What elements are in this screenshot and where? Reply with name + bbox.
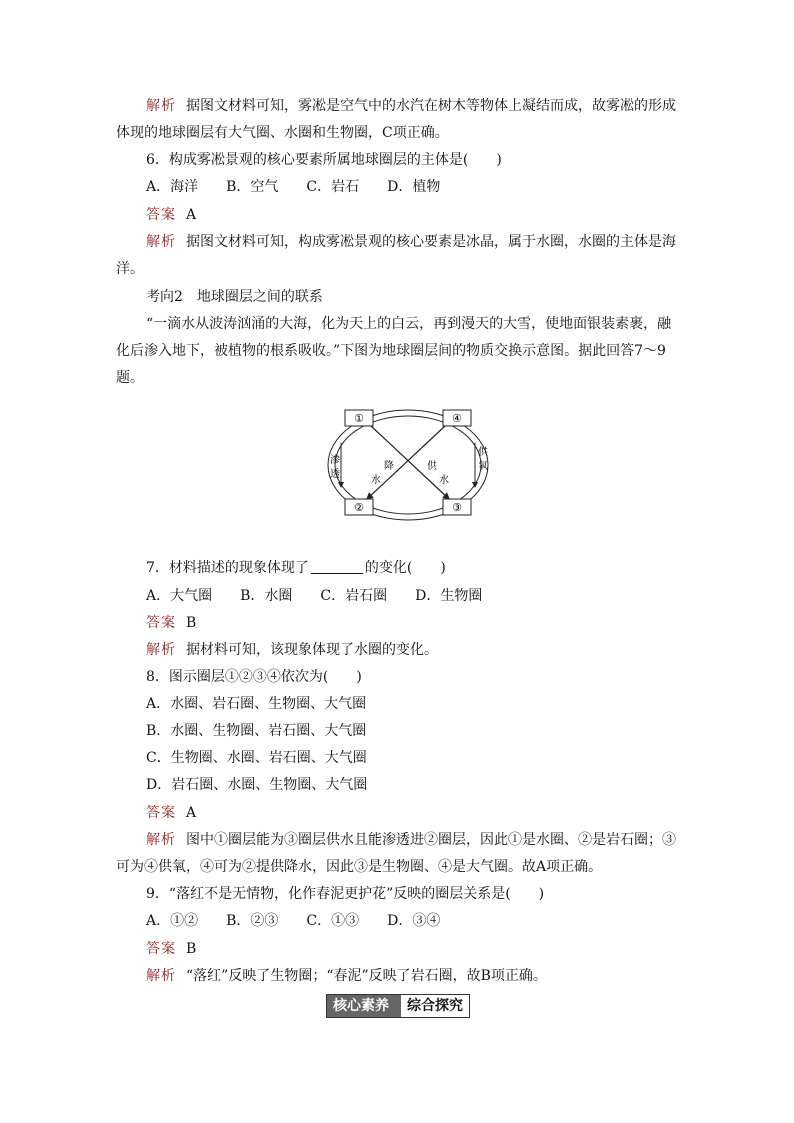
answer-tag: 答案 — [146, 207, 176, 223]
explanation-tag: 解析 — [146, 832, 176, 848]
explanation-text: 体现的地球圈层有大气圈、水圈和生物圈，C项正确。 — [116, 125, 449, 141]
option-text: C．生物圈、水圈、岩石圈、大气圈 — [146, 750, 367, 766]
explanation-tag: 解析 — [146, 968, 176, 984]
option-text: A．水圈、岩石圈、生物圈、大气圈 — [146, 696, 367, 712]
passage-text: 化后渗入地下，被植物的根系吸收。”下图为地球圈层间的物质交换示意图。据此回答7～9 — [116, 343, 666, 359]
answer-value: A — [186, 207, 197, 223]
question-text: 6．构成雾凇景观的核心要素所属地球圈层的主体是( ) — [146, 152, 502, 168]
explanation-text: “落红”反映了生物圈；“春泥”反映了岩石圈，故B项正确。 — [186, 968, 547, 984]
answer-tag: 答案 — [146, 805, 176, 821]
option-text: B．水圈、生物圈、岩石圈、大气圈 — [146, 723, 367, 739]
options-text: A．大气圈 B．水圈 C．岩石圈 D．生物圈 — [146, 588, 483, 604]
label-gong: 供 — [478, 447, 488, 458]
box-2-label: ② — [354, 501, 364, 514]
label-yang: 氧 — [478, 461, 488, 472]
passage-text: 题。 — [116, 370, 144, 386]
passage-text: “一滴水从波涛汹涌的大海，化为天上的白云，再到漫天的大雪，使地面银装素裹，融 — [146, 316, 672, 332]
fill-blank — [311, 559, 363, 574]
box-1-label: ① — [354, 412, 364, 425]
arrow-1-to-3 — [371, 426, 449, 499]
banner-right-label: 综合探究 — [401, 995, 469, 1017]
explanation-text: 据图文材料可知，构成雾凇景观的核心要素是冰晶，属于水圈，水圈的主体是海 — [186, 234, 676, 250]
label-shen: 渗 — [330, 455, 340, 466]
label-tou: 透 — [330, 469, 340, 480]
question-text: 的变化( ) — [364, 560, 446, 576]
answer-value: B — [186, 941, 197, 957]
question-text: 9．“落红不是无情物，化作春泥更护花”反映的圈层关系是( ) — [146, 886, 545, 902]
explanation-text: 可为④供氧，④可为②提供降水，因此③是生物圈、④是大气圈。故A项正确。 — [116, 859, 603, 875]
options-text: A．海洋 B．空气 C．岩石 D．植物 — [146, 179, 441, 195]
label-shui-2: 水 — [439, 475, 449, 486]
box-3-label: ③ — [452, 501, 462, 514]
explanation-text: 据材料可知，该现象体现了水圈的变化。 — [186, 642, 438, 658]
explanation-text: 图中①圈层能为③圈层供水且能渗透进②圈层，因此①是水圈、②是岩石圈；③ — [186, 832, 676, 848]
answer-tag: 答案 — [146, 941, 176, 957]
explanation-text: 洋。 — [116, 261, 144, 277]
question-text: 8．图示圈层①②③④依次为( ) — [146, 669, 362, 685]
explanation-tag: 解析 — [146, 642, 176, 658]
options-text: A．①② B．②③ C．①③ D．③④ — [146, 913, 441, 929]
explanation-text: 据图文材料可知，雾凇是空气中的水汽在树木等物体上凝结而成，故雾凇的形成 — [186, 98, 676, 114]
box-4-label: ④ — [452, 412, 462, 425]
label-gong-2: 供 — [427, 461, 437, 472]
explanation-tag: 解析 — [146, 234, 176, 250]
section-banner — [326, 994, 470, 1018]
section-title: 考向2 地球圈层之间的联系 — [146, 289, 323, 305]
option-text: D．岩石圈、水圈、生物圈、大气圈 — [146, 777, 368, 793]
sphere-exchange-diagram — [323, 405, 493, 525]
banner-left-label: 核心素养 — [327, 995, 395, 1017]
answer-value: B — [186, 615, 197, 631]
answer-value: A — [186, 805, 197, 821]
label-shui-1: 水 — [371, 475, 381, 486]
label-jiang: 降 — [384, 461, 394, 472]
question-text: 7．材料描述的现象体现了 — [146, 560, 309, 576]
explanation-tag: 解析 — [146, 98, 176, 114]
answer-tag: 答案 — [146, 615, 176, 631]
